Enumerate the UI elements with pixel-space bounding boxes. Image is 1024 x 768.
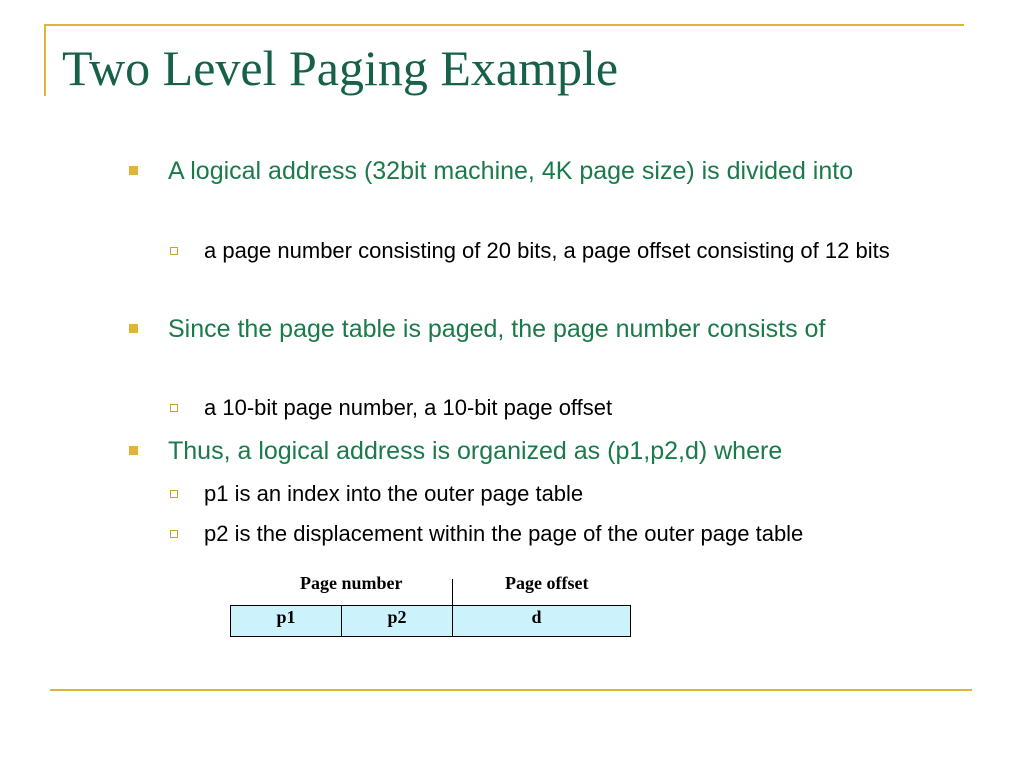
field-d: d <box>531 607 542 627</box>
subbullet-item <box>204 392 924 424</box>
subbullet-text: p2 is the displacement within the page of the outer page table <box>204 521 804 546</box>
slide-title: Two Level Paging Example <box>62 40 619 96</box>
subbullet-text: a page number consisting of 20 bits, a page offset consisting of 12 bits <box>204 238 890 263</box>
hollow-square-bullet-icon <box>170 530 178 538</box>
top-accent-line <box>44 24 964 26</box>
hollow-square-bullet-icon <box>170 247 178 255</box>
bullet-item <box>168 433 928 470</box>
bottom-accent-line <box>50 689 972 691</box>
page-offset-label: Page offset <box>505 573 589 593</box>
hollow-square-bullet-icon <box>170 404 178 412</box>
bullet-text: A logical address (32bit machine, 4K page size) is divided into <box>168 157 854 185</box>
subbullet-text: p1 is an index into the outer page table <box>204 481 584 506</box>
page-number-label: Page number <box>300 573 403 593</box>
field-p2: p2 <box>342 606 453 636</box>
square-bullet-icon <box>129 446 138 455</box>
bullet-text: Since the page table is paged, the page number consists of <box>168 315 826 343</box>
logical-address-fields <box>230 605 631 637</box>
bullet-item <box>168 153 928 190</box>
square-bullet-icon <box>129 166 138 175</box>
subbullet-item <box>204 235 924 267</box>
subbullet-text: a 10-bit page number, a 10-bit page offset <box>204 395 613 420</box>
hollow-square-bullet-icon <box>170 490 178 498</box>
field-p1: p1 <box>231 606 342 636</box>
left-accent-line <box>44 24 46 96</box>
label-divider-line <box>452 579 453 605</box>
bullet-item <box>168 311 928 348</box>
bullet-text: Thus, a logical address is organized as (p1,p2,d) where <box>168 437 783 465</box>
subbullet-item <box>204 478 924 510</box>
square-bullet-icon <box>129 324 138 333</box>
subbullet-item <box>204 518 924 550</box>
